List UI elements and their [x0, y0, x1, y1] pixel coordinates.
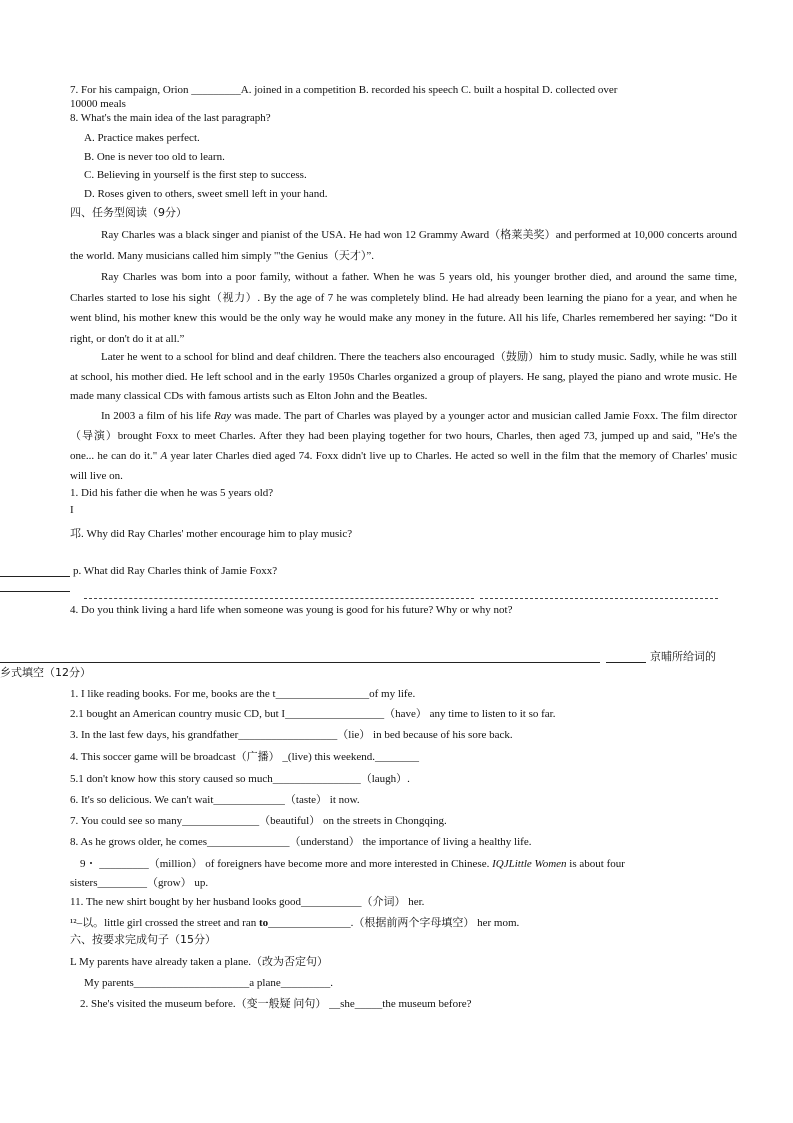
fill-item-8: 8. As he grows older, he comes_______________（understand） the importance of living a healthy life.: [70, 836, 532, 848]
fill-item-2: 2.1 bought an American country music CD, but I__________________（have） any time to listen to it so far.: [70, 708, 556, 720]
section-6-heading: 六、按要求完成句子（15分）: [70, 933, 216, 946]
task-question-2: 邛. Why did Ray Charles' mother encourage him to play music?: [70, 528, 353, 540]
q8-option-a: A. Practice makes perfect.: [84, 132, 200, 144]
fill-item-3: 3. In the last few days, his grandfather__________________（lie） in bed because of his sore back.: [70, 729, 513, 741]
answer-line-3a: [0, 576, 70, 577]
rewrite-item-1-answer: My parents_____________________a plane_________.: [84, 977, 333, 989]
film-title: Ray: [214, 410, 232, 422]
p4-text-d: year later Charles died aged 74. Foxx didn't live up to Charles. He acted so well in the film that the memory of Charles' music will live on.: [70, 450, 737, 482]
question-7: [70, 83, 617, 97]
fill-item-4: 4. This soccer game will be broadcast（广播） _(live) this weekend.________: [70, 751, 419, 763]
section-5-heading-tail: 京晡所给词的: [650, 650, 716, 663]
item12-text-b: to: [258, 917, 269, 929]
answer-line-3b: [0, 591, 70, 592]
fill-item-11: 11. The new shirt bought by her husband looks good___________（介词） her.: [70, 896, 425, 908]
passage-paragraph-4: [70, 406, 737, 486]
fill-item-9-cont: sisters_________（grow） up.: [70, 877, 209, 889]
passage-paragraph-1: Ray Charles was a black singer and pianist of the USA. He had won 12 Grammy Award（格莱美奖）and performed at 10,000 concerts around the world. Many musicians called him simply '"the Genius（天才）”.: [70, 229, 737, 262]
q7-label: 7. For his campaign, Orion _________: [70, 84, 241, 96]
rewrite-item-1: L My parents have already taken a plane.（改为否定句）: [70, 956, 329, 968]
fill-item-1: 1. I like reading books. For me, books are the t_________________of my life.: [70, 688, 416, 700]
passage-paragraph-3: Later he went to a school for blind and deaf children. There the teachers also encouraged（鼓励）him to study music. Sadly, while he was still at school, his mother died. He left school and in the early 1950s Charles organized a group of players. He sang, played the piano and wrote music. He made many classical CDs with famous artists such as Elton John and the Beatles.: [70, 351, 737, 402]
answer-dashes-right: [480, 598, 718, 599]
q8-option-c: C. Believing in yourself is the first step to success.: [84, 169, 307, 181]
fill-item-5: 5.1 don't know how this story caused so much________________（laugh）.: [70, 773, 410, 785]
p4-text-c: A: [160, 450, 168, 462]
q7-options: A. joined in a competition B. recorded his speech C. built a hospital D. collected over: [240, 84, 618, 96]
answer-dashes-left: [84, 598, 474, 599]
fill-item-12: [70, 916, 519, 930]
fill-item-7: 7. You could see so many______________（beautiful） on the streets in Chongqing.: [70, 815, 447, 827]
task-answer-1: I: [70, 504, 74, 516]
book-title: IQJLittle Women: [492, 858, 567, 870]
task-question-1: 1. Did his father die when he was 5 years old?: [70, 487, 274, 499]
q7-continuation: 10000 meals: [70, 98, 126, 110]
answer-line-4a: [0, 662, 600, 663]
answer-line-4b: [606, 662, 646, 663]
p4-text-b: was made. The part of Charles was played by a younger actor and musician called Jamie Foxx. The film director（导演）brought Foxx to meet Charles. After they had been playing together for two hours, Charles, then aged 73, jumped up and said, "He's the one... he can do it.": [70, 410, 737, 462]
section-5-heading: 乡式填空（12分）: [0, 666, 91, 679]
q8-option-d: D. Roses given to others, sweet smell left in your hand.: [84, 188, 328, 200]
item9-text-c: is about four: [566, 858, 625, 870]
fill-item-9: [80, 857, 625, 871]
item12-text-c: _______________.（根据前两个字母填空） her mom.: [268, 917, 520, 929]
task-question-4: 4. Do you think living a hard life when someone was young is good for his future? Why or why not?: [70, 604, 513, 616]
item12-text-a: ¹²–以。little girl crossed the street and ran: [70, 917, 259, 929]
task-question-3: p. What did Ray Charles think of Jamie Foxx?: [73, 565, 278, 577]
item9-text-a: 9・ _________（million） of foreigners have become more and more interested in Chinese.: [80, 858, 493, 870]
rewrite-item-2: 2. She's visited the museum before.（变一般疑 问句） __she_____the museum before?: [80, 998, 472, 1010]
passage-paragraph-2: Ray Charles was bom into a poor family, without a father. When he was 5 years old, his younger brother died, and around the same time, Charles started to lose his sight（视力）. By the age of 7 he was completely blind. He had already been learning the piano for a year, and when he went blind, his mother knew this would be the only way he would make any money in the future. All his life, Charles remembered her saying: “Do it right, or don't do it at all.”: [70, 271, 737, 345]
section-4-heading: 四、任务型阅读（9分）: [70, 206, 187, 219]
p4-text-a: In 2003 a film of his life: [101, 410, 215, 422]
fill-item-6: 6. It's so delicious. We can't wait_____________（taste） it now.: [70, 794, 360, 806]
question-8: 8. What's the main idea of the last paragraph?: [70, 112, 271, 124]
q8-option-b: B. One is never too old to learn.: [84, 151, 225, 163]
